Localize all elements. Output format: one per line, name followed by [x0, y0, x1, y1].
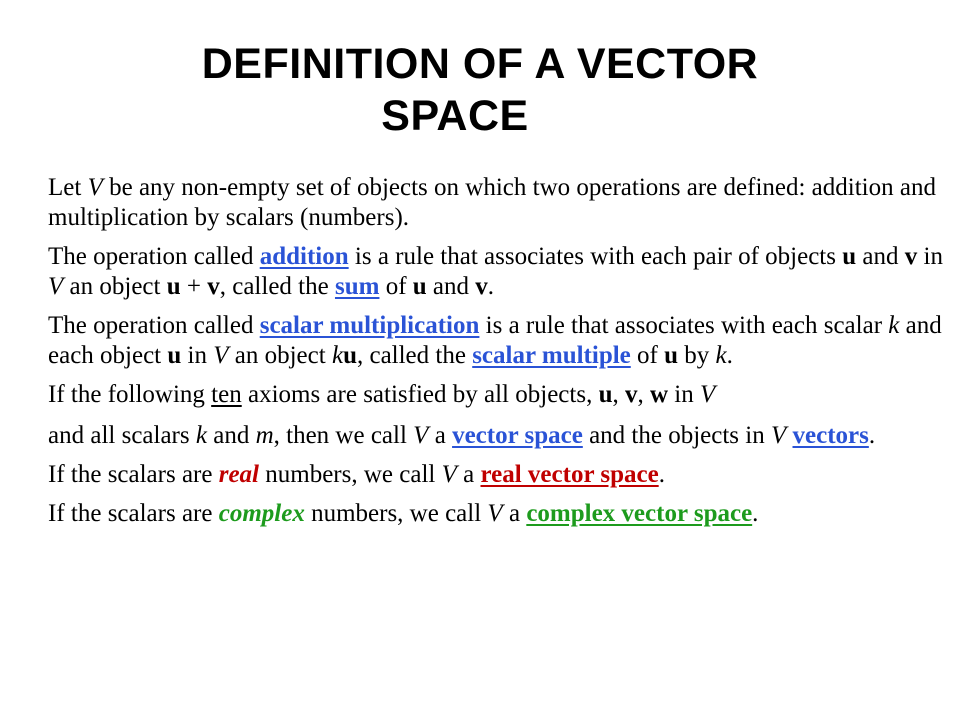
sum-link[interactable]: sum	[334, 273, 380, 300]
ten-underlined: ten	[211, 381, 242, 408]
paragraph-vector-space: and all scalars k and m, then we call V a vector space and the objects in V vectors.	[48, 422, 876, 449]
slide-title	[0, 38, 960, 142]
paragraph-intro: Let V be any non-empty set of objects on which two operations are defined: addition and multiplication by scalars (numbers).	[48, 174, 936, 231]
addition-link[interactable]: addition	[259, 243, 349, 270]
complex-vector-space-link[interactable]: complex vector space	[526, 500, 753, 527]
paragraph-real: If the scalars are real numbers, we call V a real vector space.	[48, 461, 665, 488]
paragraph-complex: If the scalars are complex numbers, we call V a complex vector space.	[48, 500, 759, 527]
complex-emphasis: complex	[218, 500, 305, 527]
slide-body	[48, 173, 948, 538]
vector-space-link[interactable]: vector space	[452, 422, 583, 449]
paragraph-scalar-multiplication: The operation called scalar multiplication is a rule that associates with each scalar k and each object u in V an object ku, called the scalar multiple of u by k.	[48, 312, 942, 369]
paragraph-addition: The operation called addition is a rule that associates with each pair of objects u and v in V an object u + v, called the sum of u and v.	[48, 243, 943, 300]
real-emphasis: real	[218, 461, 260, 488]
scalar-multiple-link[interactable]: scalar multiple	[472, 342, 631, 369]
scalar-multiplication-link[interactable]: scalar multiplication	[259, 312, 480, 339]
paragraph-axioms: If the following ten axioms are satisfied by all objects, u, v, w in V	[48, 381, 716, 408]
vectors-link[interactable]: vectors	[792, 422, 869, 449]
title-line-2: SPACE	[381, 92, 529, 140]
real-vector-space-link[interactable]: real vector space	[480, 461, 659, 488]
title-line-1: DEFINITION OF A VECTOR	[201, 40, 759, 88]
